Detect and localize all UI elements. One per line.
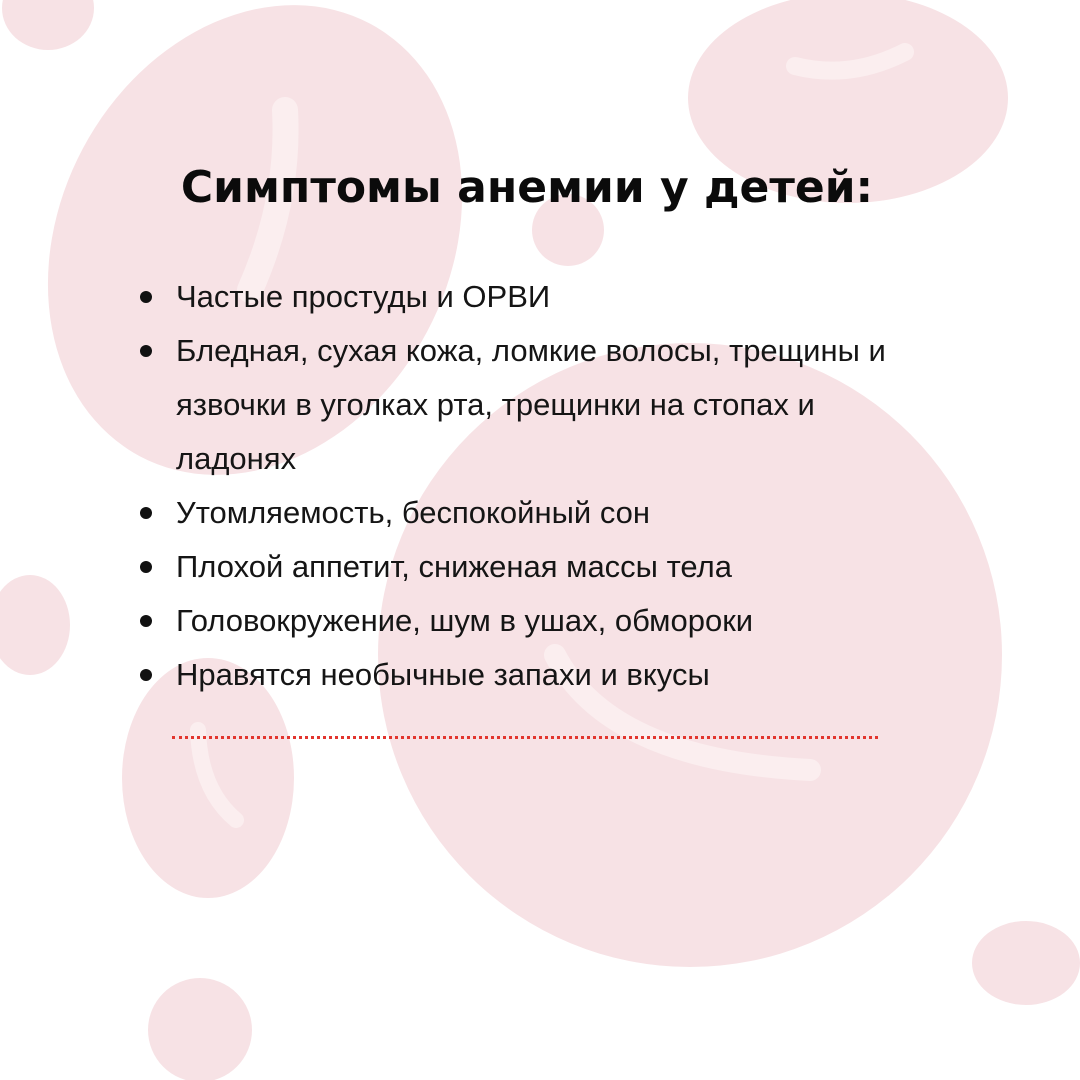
bullet-dot-icon [140, 291, 152, 303]
list-item-text: Плохой аппетит, сниженая массы тела [176, 549, 732, 584]
symptoms-list [136, 270, 936, 702]
list-item [136, 648, 936, 702]
bullet-dot-icon [140, 507, 152, 519]
bullet-dot-icon [140, 345, 152, 357]
list-item [136, 324, 936, 486]
list-item-text: Утомляемость, беспокойный сон [176, 495, 651, 530]
page-title: Симптомы анемии у детей: [180, 162, 874, 213]
list-item [136, 594, 936, 648]
dotted-divider [172, 736, 878, 739]
list-item [136, 486, 936, 540]
list-item-text: Нравятся необычные запахи и вкусы [176, 657, 710, 692]
list-item-text: Частые простуды и ОРВИ [176, 279, 551, 314]
bullet-dot-icon [140, 561, 152, 573]
list-item-text: Головокружение, шум в ушах, обмороки [176, 603, 754, 638]
bullet-dot-icon [140, 669, 152, 681]
list-item [136, 270, 936, 324]
bullet-dot-icon [140, 615, 152, 627]
list-item-text: Бледная, сухая кожа, ломкие волосы, трещины и язвочки в уголках рта, трещинки на стопах и ладонях [176, 333, 886, 476]
list-item [136, 540, 936, 594]
